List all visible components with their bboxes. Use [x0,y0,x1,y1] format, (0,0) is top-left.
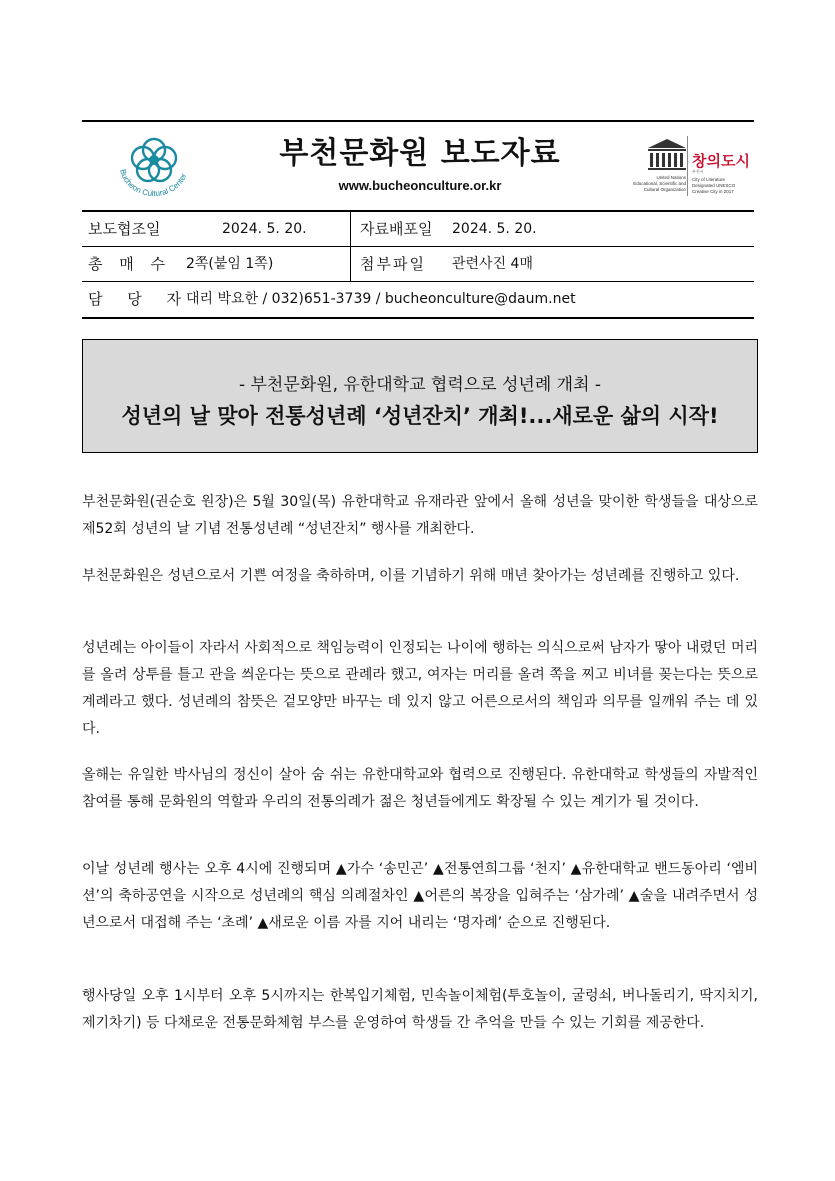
report-date-value: 2024. 5. 20. [222,221,307,237]
headline-subtitle: - 부천문화원, 유한대학교 협력으로 성년례 개최 - [238,375,602,395]
bucheon-cultural-center-logo [108,128,196,204]
pages-value: 2쪽(붙임 1쪽) [186,256,274,272]
header-top-rule [82,120,754,122]
svg-text:Cultural Organization: Cultural Organization [643,187,686,192]
body-paragraph: 올해는 유일한 박사님의 정신이 살아 숨 쉬는 유한대학교와 협력으로 진행된다. 유한대학교 학생들의 자발적인 참여를 통해 문화원의 역할과 우리의 전통의례가 젊은 청년들에게도 확장될 수 있는 계기가 될 것이다. [82,767,758,810]
headline-box [82,339,758,453]
attachment-label: 첨부파일 [360,255,426,273]
svg-text:City of Literature: City of Literature [692,177,726,182]
body-paragraph: 부천문화원은 성년으로서 기쁜 여정을 축하하며, 이를 기념하기 위해 매년 찾아가는 성년례를 진행하고 있다. [82,568,740,584]
page-title: 부천문화원 보도자료 [279,136,561,171]
body-paragraph: 행사당일 오후 1시부터 오후 5시까지는 한복입기체험, 민속놀이체험(투호놀이, 굴렁쇠, 버나돌리기, 딱지치기, 제기차기) 등 다채로운 전통문화체험 부스를 운영하여 학생들 간 추억을 만들 수 있는 기회를 제공한다. [82,988,758,1031]
svg-text:창의도시: 창의도시 [692,152,750,170]
release-date-value: 2024. 5. 20. [452,221,537,237]
contact-value: 대리 박요한 / 032)651-3739 / bucheonculture@daum.net [186,291,576,307]
info-table-bottom-rule [82,317,754,319]
svg-text:Designated UNESCO: Designated UNESCO [692,183,736,188]
unesco-creative-city-logo [633,134,760,198]
body-paragraph: 부천문화원(권순호 원장)은 5월 30일(목) 유한대학교 유재라관 앞에서 올해 성년을 맞이한 학생들을 대상으로 제52회 성년의 날 기념 전통성년례 “성년잔치” 행사를 개최한다. [82,494,758,537]
info-row-contact [82,282,754,316]
attachment-value: 관련사진 4매 [452,256,533,272]
website-url[interactable]: www.bucheonculture.or.kr [338,178,502,193]
release-date-label: 자료배포일 [360,220,433,238]
body-paragraph: 성년례는 아이들이 자라서 사회적으로 책임능력이 인정되는 나이에 행하는 의식으로써 남자가 땋아 내렸던 머리를 올려 상투를 틀고 관을 씌운다는 뜻으로 관례라 했고, 여자는 머리를 올려 쪽을 찌고 비녀를 꽂는다는 뜻으로 계례라고 했다. 성년례의 참뜻은 겉모양만 바꾸는 데 있지 않고 어른으로서의 책임과 의무를 일깨워 주는 데 있다. [82,640,758,737]
svg-text:Bucheon Cultural Center: Bucheon Cultural Center [118,168,189,199]
body-paragraph: 이날 성년례 행사는 오후 4시에 진행되며 ▲가수 ‘송민곤’ ▲전통연희그룹 ‘천지’ ▲유한대학교 밴드동아리 ‘엠비션’의 축하공연을 시작으로 성년례의 핵심 의례절차인 ▲어른의 복장을 입혀주는 ‘삼가례’ ▲술을 내려주면서 성년으로서 대접해 주는 ‘초례’ ▲새로운 이름 자를 지어 내리는 ‘명자례’ 순으로 진행된다. [82,861,758,931]
contact-label: 담 당 자 [88,290,192,308]
report-date-label: 보도협조일 [88,220,161,238]
svg-text:Creative City in 2017: Creative City in 2017 [692,189,734,194]
unesco-temple-icon [648,139,686,170]
info-row-pages [82,247,754,281]
svg-text:Educational, Scientific and: Educational, Scientific and [633,181,686,186]
svg-text:United Nations: United Nations [656,175,686,180]
info-column-divider [350,212,351,281]
pages-label: 총 매 수 [88,255,172,273]
info-row-dates [82,212,754,246]
svg-text:부천시: 부천시 [692,169,704,174]
headline-title: 성년의 날 맞아 전통성년례 ‘성년잔치’ 개최!...새로운 삶의 시작! [121,404,719,428]
